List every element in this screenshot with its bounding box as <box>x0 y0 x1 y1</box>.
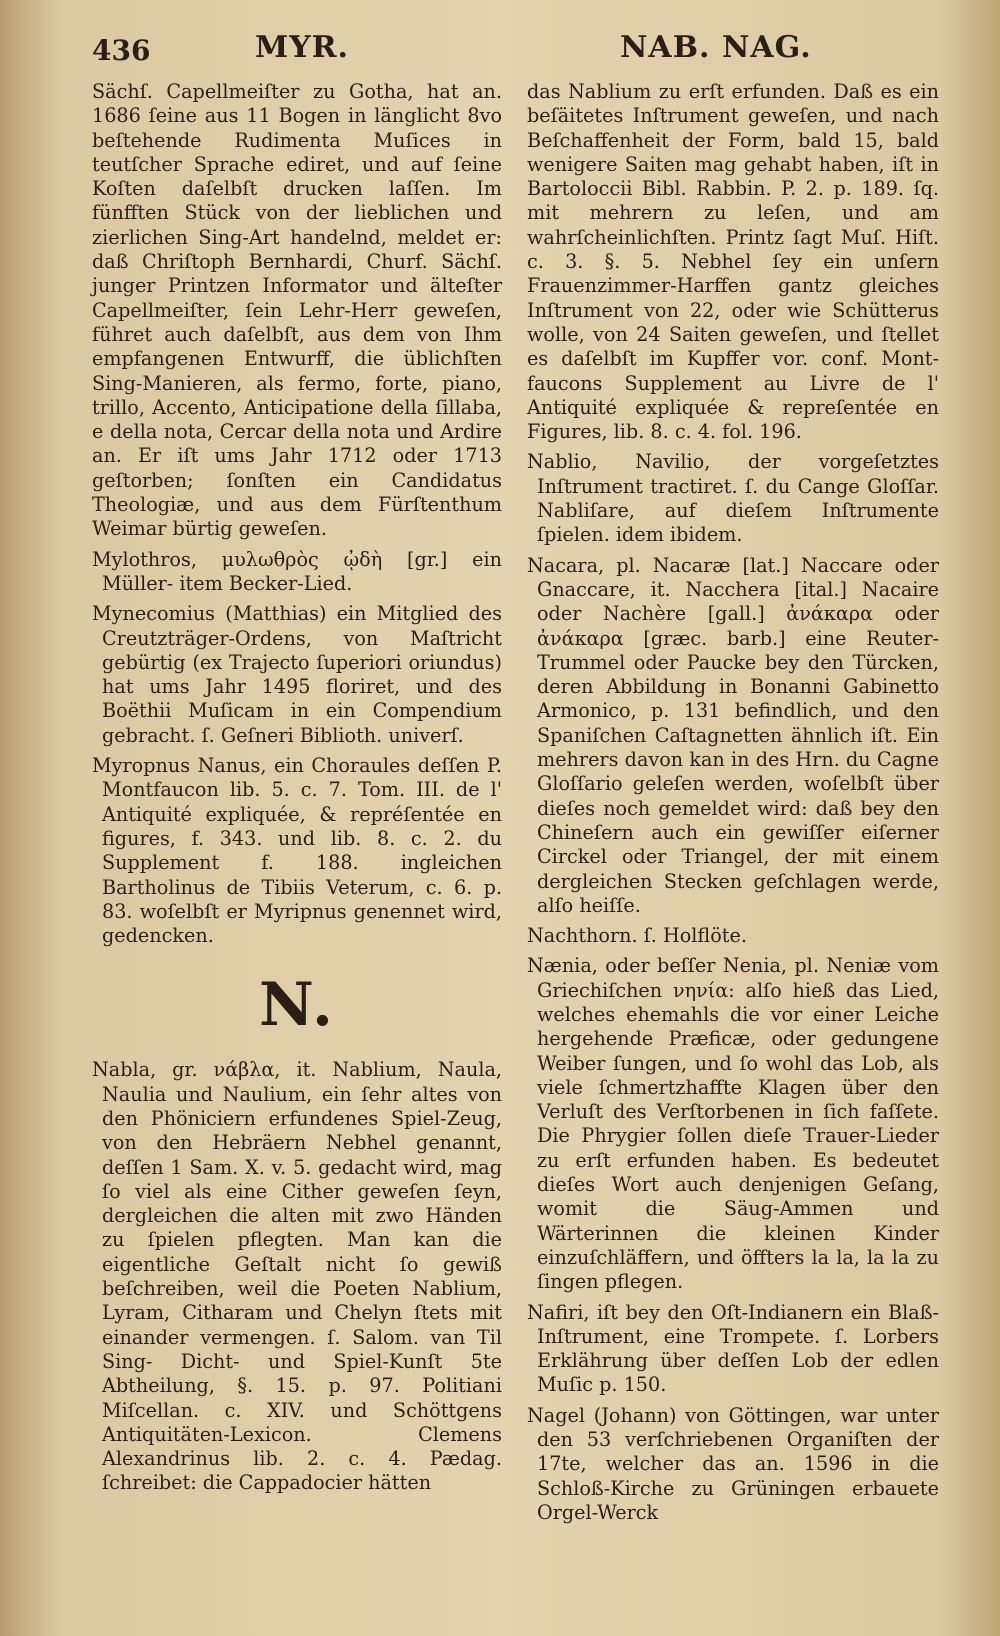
entry-nagel: Nagel (Johann) von Göttingen, war unter den 53 verſchriebenen Organiſten der 17te, welcher das an. 1596 in die Schloß-Kirche zu Grüningen erbauete Orgel-Werck <box>527 1403 939 1524</box>
entry-nabla: Nabla, gr. νάβλα, it. Nablium, Naula, Naulia und Naulium, ein ſehr altes von den Phöniciern erfundenes Spiel-Zeug, von den Hebräern Nebhel genannt, deſſen 1 Sam. X. v. 5. gedacht wird, mag ſo viel als eine Cither geweſen ſeyn, dergleichen die alten mit zwo Händen zu ſpielen pflegten. Man kan die eigentliche Geſtalt nicht ſo gewiß beſchreiben, weil die Poeten Nablium, Lyram, Citharam und Chelyn ſtets mit einander vermengen. ſ. Salom. van Til Sing- Dicht- und Spiel-Kunſt 5te Abtheilung, §. 15. p. 97. Politiani Miſcellan. c. XIV. und Schöttgens Antiquitäten-Lexicon. Clemens Alexandrinus lib. 2. c. 4. Pædag. ſchreibet: die Cappadocier hätten <box>92 1058 502 1495</box>
entry-nablio: Nablio, Navilio, der vorgeſetztes Inſtrument tractiret. ſ. du Cange Gloſſar. Nabliſare, auf dieſem Inſtrumente ſpielen. idem ibidem. <box>527 450 939 547</box>
entry-continuation: Sächſ. Capellmeiſter zu Gotha, hat an. 1686 ſeine aus 11 Bogen in länglicht 8vo beſtehende Rudimenta Muſices in teutſcher Sprache ediret, und auf ſeine Koſten daſelbſt drucken laſſen. Im fünfften Stück von der lieblichen und zierlichen Sing-Art handelnd, meldet er: daß Chriſtoph Bernhardi, Churf. Sächſ. junger Printzen Informator und älteſter Capellmeiſter, ſein Lehr-Herr geweſen, führet auch daſelbſt, aus dem von Ihm empfangenen Entwurff, die üblichſten Sing-Manieren, als fermo, forte, piano, trillo, Accento, Anticipatione della ſillaba, e della nota, Cercar della nota und Ardire an. Er iſt ums Jahr 1712 oder 1713 geſtorben; ſonſten ein Candidatus Theologiæ, und aus dem Fürſtenthum Weimar bürtig geweſen. <box>92 80 502 541</box>
page-header <box>0 30 1000 76</box>
running-head-right: NAB. NAG. <box>620 30 812 65</box>
page-number: 436 <box>92 34 151 67</box>
entry-naenia: Nænia, oder beſſer Nenia, pl. Neniæ vom Griechiſchen νηνία: alſo hieß das Lied, welches ehemahls die vor einer Leiche hergehende Præficæ, oder gedungene Weiber ſungen, und ſo wohl das Lob, als viele ſchmertzhaffte Klagen über den Verluſt des Verſtorbenen in ſich faſſete. Die Phrygier ſollen dieſe Trauer-Lieder zu erſt erfunden haben. Es bedeutet dieſes Wort auch denjenigen Geſang, womit die Säug-Ammen und Wärterinnen die kleinen Kinder einzuſchläffern, und öffters la la, la la zu ſingen pflegen. <box>527 954 939 1294</box>
entry-nabla-continuation: das Nablium zu erſt erfunden. Daß es ein beſäitetes Inſtrument geweſen, und nach Beſchaffenheit der Form, bald 15, bald wenigere Saiten mag gehabt haben, iſt in Bartoloccii Bibl. Rabbin. P. 2. p. 189. ſq. mit mehrern zu leſen, und am wahrſcheinlichſten. Printz ſagt Muſ. Hiſt. c. 3. §. 5. Nebhel ſey ein unſern Frauenzimmer-Harffen gantz gleiches Inſtrument von 22, oder wie Schütterus wolle, von 24 Saiten geweſen, und ſtellet es daſelbſt im Kupffer vor. conf. Mont-faucons Supplement au Livre de l' Antiquité expliquée & repreſentée en Figures, lib. 8. c. 4. fol. 196. <box>527 80 939 444</box>
left-column <box>92 80 502 1620</box>
entry-mynecomius: Mynecomius (Matthias) ein Mitglied des Creutzträger-Ordens, von Maſtricht gebürtig (ex Trajecto ſuperiori oriundus) hat ums Jahr 1495 floriret, und des Boëthii Muſicam in ein Compendium gebracht. ſ. Geſneri Biblioth. univerſ. <box>92 602 502 747</box>
entry-myropnus: Myropnus Nanus, ein Choraules deſſen P. Montfaucon lib. 5. c. 7. Tom. III. de l' Antiquité expliquée, & repréſentée en figures, f. 343. und lib. 8. c. 2. du Supplement f. 188. ingleichen Bartholinus de Tibiis Veterum, c. 6. p. 83. woſelbſt er Myripnus genennet wird, gedencken. <box>92 754 502 948</box>
right-column <box>527 80 939 1620</box>
entry-mylothros: Mylothros, μυλωθρὸς ᾠδὴ [gr.] ein Müller- item Becker-Lied. <box>92 547 502 595</box>
entry-nafiri: Nafiri, iſt bey den Oſt-Indianern ein Blaß-Inſtrument, eine Trompete. ſ. Lorbers Erklährung über deſſen Lob der edlen Muſic p. 150. <box>527 1300 939 1397</box>
entry-nacara: Nacara, pl. Nacaræ [lat.] Naccare oder Gnaccare, it. Nacchera [ital.] Nacaire oder Nachère [gall.] ἀνάκαρα oder ἀνάκαρα [græc. barb.] eine Reuter-Trummel oder Paucke bey den Türcken, deren Abbildung in Bonanni Gabinetto Armonico, p. 131 befindlich, und den Spaniſchen Caſtagnetten ähnlich iſt. Ein mehrers davon kan in des Hrn. du Cagne Gloſſario geleſen werden, woſelbſt über dieſes noch gemeldet wird: daß bey den Chineſern auch ein gewiſſer eiſerner Circkel oder Triangel, der mit einem dergleichen Stecken geſchlagen werde, alſo heiſſe. <box>527 553 939 917</box>
running-head-left: MYR. <box>255 30 349 65</box>
section-letter: N. <box>259 970 335 1041</box>
entry-nachthorn: Nachthorn. ſ. Holflöte. <box>527 924 747 948</box>
